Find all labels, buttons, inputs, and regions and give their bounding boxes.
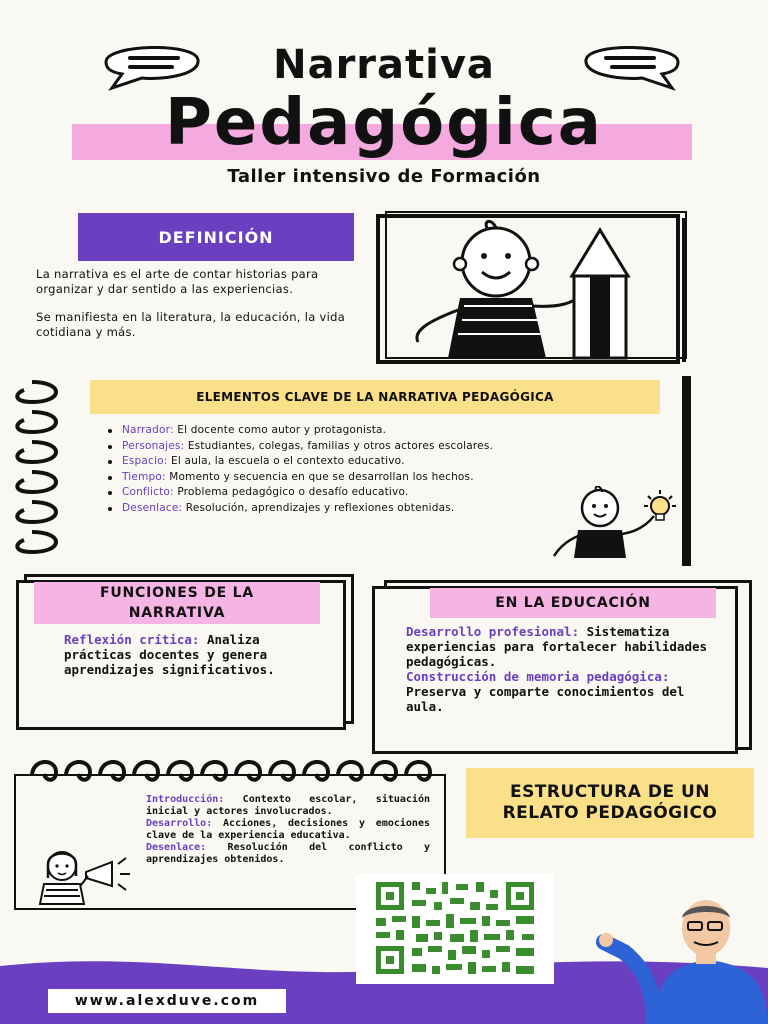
website-url[interactable]: www.alexduve.com <box>48 989 286 1013</box>
item-key: Desenlace: <box>122 501 183 514</box>
structure-text <box>146 794 430 866</box>
list-item <box>106 485 546 500</box>
item-text: Estudiantes, colegas, familias y otros actores escolares. <box>184 439 494 452</box>
definition-badge: DEFINICIÓN <box>78 213 354 261</box>
presenter-man-illustration <box>594 898 768 1024</box>
subtitle: Taller intensivo de Formación <box>227 166 541 187</box>
elements-list <box>106 423 546 516</box>
title-line-1: Narrativa <box>273 42 495 88</box>
spiral-binding-top-icon <box>22 758 442 788</box>
education-key-1: Desarrollo profesional: <box>406 624 580 639</box>
definition-paragraph-1: La narrativa es el arte de contar historias para organizar y dar sentido a las experiencias. <box>36 267 319 296</box>
title-line-2: Pedagógica <box>165 86 603 160</box>
structure-key-3: Desenlace: <box>146 842 207 853</box>
item-text: Problema pedagógico o desafío educativo. <box>173 486 409 498</box>
functions-value: Analiza prácticas docentes y genera aprendizajes significativos. <box>64 632 275 677</box>
qr-code-icon <box>356 874 554 984</box>
list-item <box>106 423 546 438</box>
item-key: Conflicto: <box>122 486 174 498</box>
structure-value-3: Resolución del conflicto y aprendizajes obtenidos. <box>146 842 430 865</box>
structure-key-2: Desarrollo: <box>146 818 213 829</box>
structure-key-1: Introducción: <box>146 794 225 805</box>
item-key: Tiempo: <box>122 470 166 483</box>
definition-paragraph-2: Se manifiesta en la literatura, la educación, la vida cotidiana y más. <box>36 310 346 339</box>
list-item <box>106 454 546 469</box>
item-key: Personajes: <box>122 439 185 452</box>
definition-text <box>36 267 356 339</box>
girl-megaphone-illustration <box>22 846 142 906</box>
functions-text <box>64 632 328 677</box>
spiral-binding-left-icon <box>4 376 74 566</box>
list-item <box>106 470 546 485</box>
list-item <box>106 439 546 454</box>
structure-badge: ESTRUCTURA DE UN RELATO PEDAGÓGICO <box>466 768 754 838</box>
item-text: Resolución, aprendizajes y reflexiones obtenidas. <box>182 501 455 514</box>
boy-with-pencil-illustration <box>372 210 702 370</box>
item-key: Espacio: <box>122 455 168 467</box>
list-item <box>106 501 546 516</box>
elements-badge: ELEMENTOS CLAVE DE LA NARRATIVA PEDAGÓGICA <box>90 380 660 414</box>
education-value-2: Preserva y comparte conocimientos del aula. <box>406 684 685 714</box>
vertical-bar-right <box>682 376 691 566</box>
item-text: Momento y secuencia en que se desarrollan los hechos. <box>165 470 474 483</box>
functions-badge: FUNCIONES DE LA NARRATIVA <box>34 582 320 624</box>
education-key-2: Construcción de memoria pedagógica: <box>406 669 670 684</box>
education-value-1: Sistematiza experiencias para fortalecer habilidades pedagógicas. <box>406 624 708 669</box>
structure-value-2: Acciones, decisiones y emociones clave de la experiencia educativa. <box>146 818 430 841</box>
functions-key: Reflexión crítica: <box>64 632 200 647</box>
item-text: El aula, la escuela o el contexto educativo. <box>167 455 405 467</box>
item-text: El docente como autor y protagonista. <box>173 424 387 436</box>
boy-lightbulb-illustration <box>550 486 680 560</box>
education-text <box>406 624 716 714</box>
education-badge: EN LA EDUCACIÓN <box>430 588 716 618</box>
item-key: Narrador: <box>122 424 174 436</box>
structure-value-1: Contexto escolar, situación inicial y actores involucrados. <box>146 794 430 817</box>
